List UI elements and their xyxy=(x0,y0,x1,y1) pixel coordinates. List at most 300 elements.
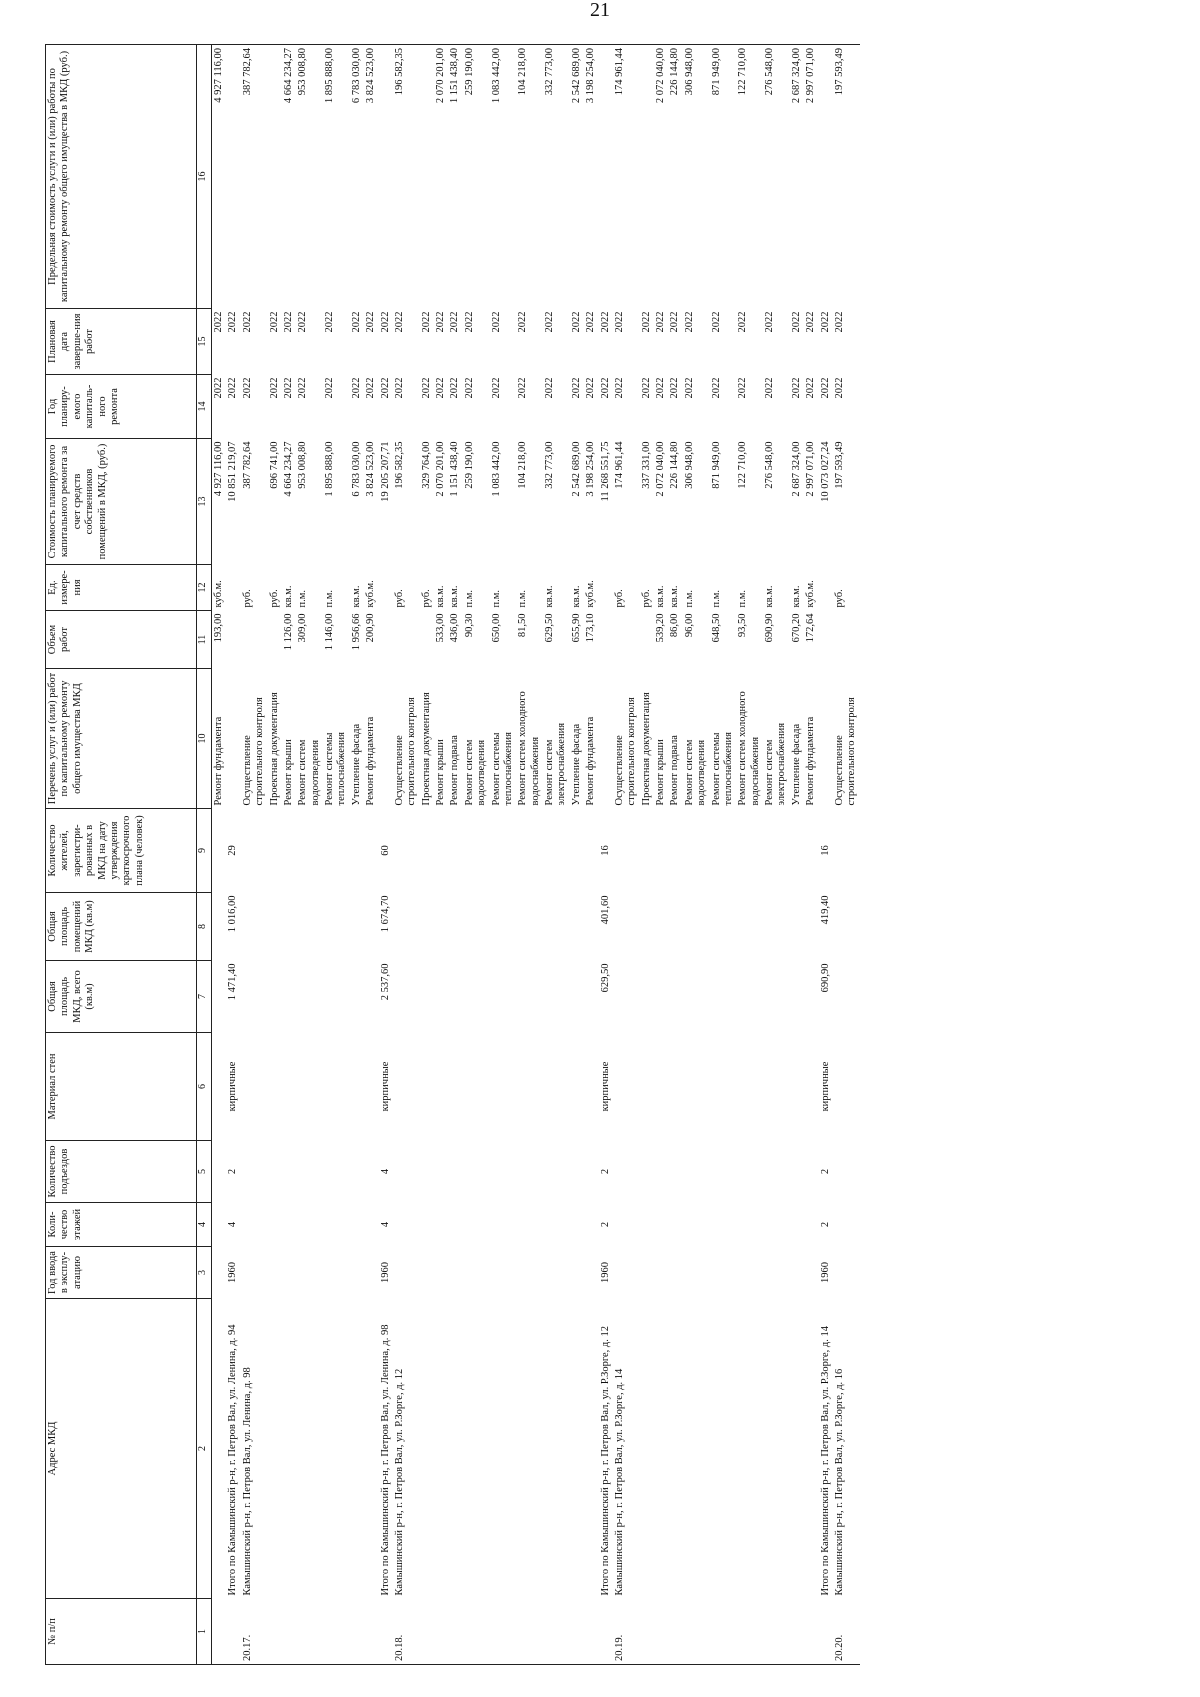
residents-cell xyxy=(668,809,682,893)
entrances-cell: 2 xyxy=(819,1168,831,1175)
max-cost-cell: 2 997 071,00 xyxy=(804,45,818,309)
premises-area-cell: 419,40 xyxy=(819,895,831,925)
work-volume-cell: 533,00 xyxy=(435,613,446,643)
year-built-cell xyxy=(654,1247,668,1299)
residents-cell xyxy=(296,809,323,893)
max-cost-cell: 306 948,00 xyxy=(683,45,710,309)
address-cell xyxy=(490,1299,517,1599)
unit-cell: руб. xyxy=(833,589,845,608)
total-area-cell xyxy=(463,961,490,1033)
completion-date-cell: 2022 xyxy=(365,311,377,333)
total-area-cell: 1 471,40 xyxy=(227,963,239,1001)
year-built-cell xyxy=(420,1247,434,1299)
completion-date-cell: 2022 xyxy=(449,311,461,333)
premises-area-cell xyxy=(763,893,790,961)
work-volume-cell: 81,50 xyxy=(517,613,529,638)
residents-cell xyxy=(790,809,804,893)
column-number-9: 9 xyxy=(197,809,212,893)
wall-material-cell xyxy=(570,1033,584,1141)
row-number-cell xyxy=(212,1599,227,1665)
premises-area-cell xyxy=(613,893,640,961)
table-row xyxy=(364,45,378,1665)
entrances-cell xyxy=(350,1141,364,1203)
wall-material-cell xyxy=(212,1033,227,1141)
total-area-cell xyxy=(543,961,570,1033)
row-number-cell xyxy=(584,1599,598,1665)
row-number-cell xyxy=(543,1599,570,1665)
column-header-1: № п/п xyxy=(46,1599,197,1665)
year-built-cell: 1960 xyxy=(379,1262,391,1283)
premises-area-cell xyxy=(296,893,323,961)
repair-year-cell: 2022 xyxy=(350,377,362,399)
completion-date-cell: 2022 xyxy=(640,311,652,333)
max-cost-cell: 174 961,44 xyxy=(613,45,640,309)
year-built-cell xyxy=(490,1247,517,1299)
max-cost-cell: 2 687 324,00 xyxy=(790,45,804,309)
unit-cell: п.м. xyxy=(683,589,695,608)
work-type-cell: Ремонт крыши xyxy=(282,739,294,806)
entrances-cell xyxy=(393,1141,420,1203)
floors-cell xyxy=(668,1203,682,1247)
work-volume-cell: 648,50 xyxy=(710,613,722,643)
total-area-cell xyxy=(570,961,584,1033)
row-number-cell xyxy=(226,1599,240,1665)
planned-cost-cell: 329 764,00 xyxy=(420,441,432,489)
completion-date-cell: 2022 xyxy=(490,311,502,333)
total-area-cell xyxy=(241,961,268,1033)
wall-material-cell xyxy=(350,1033,364,1141)
work-volume-cell: 670,20 xyxy=(790,613,802,643)
total-area-cell: 2 537,60 xyxy=(379,963,391,1001)
max-cost-cell xyxy=(268,45,282,309)
address-cell xyxy=(364,1299,378,1599)
year-built-cell xyxy=(763,1247,790,1299)
premises-area-cell xyxy=(420,893,434,961)
max-cost-cell: 6 783 030,00 xyxy=(350,45,364,309)
work-type-cell: Ремонт фундамента xyxy=(805,716,817,806)
total-area-cell: 690,90 xyxy=(819,963,831,993)
wall-material-cell xyxy=(516,1033,543,1141)
year-built-cell xyxy=(516,1247,543,1299)
floors-cell xyxy=(613,1203,640,1247)
capital-repair-table xyxy=(45,44,860,1665)
max-cost-cell: 276 548,00 xyxy=(763,45,790,309)
premises-area-cell xyxy=(668,893,682,961)
work-type-cell: Осуществление строительного контроля xyxy=(613,697,638,806)
unit-cell: куб.м. xyxy=(365,580,377,608)
premises-area-cell xyxy=(434,893,448,961)
row-number-cell xyxy=(350,1599,364,1665)
column-header-11: Объем работ xyxy=(46,611,197,669)
residents-cell xyxy=(710,809,737,893)
table-row xyxy=(613,45,640,1665)
max-cost-cell: 2 542 689,00 xyxy=(570,45,584,309)
residents-cell xyxy=(393,809,420,893)
planned-cost-cell: 226 144,80 xyxy=(669,441,681,489)
completion-date-cell: 2022 xyxy=(655,311,666,333)
work-volume-cell: 1 956,66 xyxy=(350,613,362,651)
unit-cell: куб.м. xyxy=(213,580,224,608)
planned-cost-cell: 871 949,00 xyxy=(710,441,722,489)
completion-date-cell: 2022 xyxy=(420,311,432,333)
floors-cell xyxy=(570,1203,584,1247)
table-row xyxy=(543,45,570,1665)
address-cell xyxy=(710,1299,737,1599)
premises-area-cell xyxy=(736,893,763,961)
entrances-cell: 2 xyxy=(227,1168,239,1175)
table-row xyxy=(763,45,790,1665)
max-cost-cell: 226 144,80 xyxy=(668,45,682,309)
work-type-cell xyxy=(226,669,240,809)
completion-date-cell: 2022 xyxy=(805,311,817,333)
max-cost-cell: 104 218,00 xyxy=(516,45,543,309)
table-row xyxy=(654,45,668,1665)
total-area-cell xyxy=(323,961,350,1033)
address-cell xyxy=(654,1299,668,1599)
year-built-cell xyxy=(613,1247,640,1299)
column-number-13: 13 xyxy=(197,439,212,565)
repair-year-cell: 2022 xyxy=(282,377,294,399)
max-cost-cell: 871 949,00 xyxy=(710,45,737,309)
row-number-cell xyxy=(463,1599,490,1665)
total-area-cell xyxy=(654,961,668,1033)
column-number-12: 12 xyxy=(197,565,212,611)
table-row xyxy=(804,45,818,1665)
column-header-7: Общая площадь МКД, всего (кв.м) xyxy=(46,961,197,1033)
residents-cell xyxy=(736,809,763,893)
table-row xyxy=(599,45,613,1665)
planned-cost-cell: 4 927 116,00 xyxy=(213,441,224,497)
total-area-cell xyxy=(516,961,543,1033)
total-area-cell xyxy=(350,961,364,1033)
year-built-cell xyxy=(584,1247,598,1299)
floors-cell xyxy=(268,1203,282,1247)
floors-cell xyxy=(654,1203,668,1247)
address-cell xyxy=(434,1299,448,1599)
row-number-cell xyxy=(683,1599,710,1665)
max-cost-cell: 1 895 888,00 xyxy=(323,45,350,309)
row-number-cell: 20.17. xyxy=(241,1599,268,1665)
entrances-cell xyxy=(516,1141,543,1203)
unit-cell: кв.м. xyxy=(655,585,666,608)
max-cost-cell xyxy=(379,45,393,309)
row-number-cell xyxy=(819,1599,833,1665)
year-built-cell: 1960 xyxy=(819,1262,831,1283)
work-type-cell: Ремонт систем водоотведения xyxy=(463,739,488,806)
work-type-cell: Ремонт системы теплоснабжения xyxy=(490,732,514,806)
planned-cost-cell: 3 824 523,00 xyxy=(365,441,377,497)
unit-cell: п.м. xyxy=(710,589,722,608)
total-area-cell: 629,50 xyxy=(599,963,611,993)
premises-area-cell xyxy=(584,893,598,961)
year-built-cell xyxy=(640,1247,654,1299)
floors-cell xyxy=(763,1203,790,1247)
residents-cell xyxy=(570,809,584,893)
work-volume-cell: 173,10 xyxy=(585,613,597,643)
entrances-cell xyxy=(683,1141,710,1203)
address-cell xyxy=(296,1299,323,1599)
address-cell xyxy=(668,1299,682,1599)
column-number-row xyxy=(197,45,212,1665)
year-built-cell xyxy=(393,1247,420,1299)
wall-material-cell xyxy=(323,1033,350,1141)
repair-year-cell: 2022 xyxy=(669,377,681,399)
total-area-cell xyxy=(584,961,598,1033)
row-number-cell xyxy=(804,1599,818,1665)
floors-cell xyxy=(736,1203,763,1247)
address-cell xyxy=(448,1299,462,1599)
entrances-cell xyxy=(448,1141,462,1203)
completion-date-cell: 2022 xyxy=(213,311,224,333)
floors-cell xyxy=(490,1203,517,1247)
total-area-cell xyxy=(790,961,804,1033)
table-row xyxy=(640,45,654,1665)
residents-cell: 16 xyxy=(599,845,611,856)
year-built-cell xyxy=(296,1247,323,1299)
unit-cell xyxy=(379,565,393,611)
max-cost-cell: 259 190,00 xyxy=(463,45,490,309)
wall-material-cell xyxy=(490,1033,517,1141)
wall-material-cell xyxy=(790,1033,804,1141)
completion-date-cell: 2022 xyxy=(268,311,280,333)
planned-cost-cell: 276 548,00 xyxy=(764,441,775,489)
planned-cost-cell: 1 895 888,00 xyxy=(324,441,335,497)
wall-material-cell xyxy=(654,1033,668,1141)
address-cell xyxy=(804,1299,818,1599)
residents-cell xyxy=(516,809,543,893)
year-built-cell xyxy=(570,1247,584,1299)
table-row xyxy=(296,45,323,1665)
wall-material-cell xyxy=(710,1033,737,1141)
work-volume-cell: 93,50 xyxy=(737,613,749,638)
column-number-10: 10 xyxy=(197,669,212,809)
floors-cell xyxy=(516,1203,543,1247)
max-cost-cell xyxy=(640,45,654,309)
year-built-cell xyxy=(833,1247,860,1299)
work-type-cell: Ремонт систем холодного водоснабжения xyxy=(737,691,761,806)
address-cell xyxy=(516,1299,543,1599)
max-cost-cell xyxy=(819,45,833,309)
premises-area-cell xyxy=(683,893,710,961)
address-cell xyxy=(420,1299,434,1599)
address-cell xyxy=(350,1299,364,1599)
planned-cost-cell: 19 205 207,71 xyxy=(379,441,391,502)
completion-date-cell: 2022 xyxy=(282,311,294,333)
total-area-cell xyxy=(710,961,737,1033)
table-row xyxy=(350,45,364,1665)
wall-material-cell: кирпичные xyxy=(599,1061,611,1112)
unit-cell: руб. xyxy=(393,589,405,608)
row-number-cell xyxy=(710,1599,737,1665)
address-cell xyxy=(282,1299,296,1599)
column-header-6: Материал стен xyxy=(46,1033,197,1141)
planned-cost-cell: 259 190,00 xyxy=(463,441,475,489)
repair-year-cell: 2022 xyxy=(683,377,695,399)
wall-material-cell xyxy=(282,1033,296,1141)
repair-year-cell: 2022 xyxy=(570,377,582,399)
total-area-cell xyxy=(282,961,296,1033)
unit-cell: куб.м. xyxy=(585,580,597,608)
floors-cell: 2 xyxy=(819,1221,831,1228)
total-area-cell xyxy=(833,961,860,1033)
planned-cost-cell: 2 687 324,00 xyxy=(790,441,802,497)
wall-material-cell xyxy=(640,1033,654,1141)
row-number-cell xyxy=(364,1599,378,1665)
work-volume-cell: 193,00 xyxy=(213,613,224,643)
address-cell xyxy=(570,1299,584,1599)
floors-cell xyxy=(241,1203,268,1247)
wall-material-cell: кирпичные xyxy=(819,1061,831,1112)
premises-area-cell xyxy=(268,893,282,961)
premises-area-cell xyxy=(350,893,364,961)
completion-date-cell: 2022 xyxy=(379,311,391,333)
residents-cell xyxy=(463,809,490,893)
entrances-cell xyxy=(570,1141,584,1203)
work-volume-cell xyxy=(613,611,640,669)
max-cost-cell: 387 782,64 xyxy=(241,45,268,309)
unit-cell: кв.м. xyxy=(449,585,461,608)
residents-cell xyxy=(613,809,640,893)
wall-material-cell xyxy=(763,1033,790,1141)
year-built-cell xyxy=(683,1247,710,1299)
work-volume-cell xyxy=(268,611,282,669)
floors-cell xyxy=(833,1203,860,1247)
floors-cell xyxy=(640,1203,654,1247)
repair-year-cell: 2022 xyxy=(463,377,475,399)
entrances-cell xyxy=(640,1141,654,1203)
wall-material-cell: кирпичные xyxy=(379,1061,391,1112)
premises-area-cell xyxy=(833,893,860,961)
max-cost-cell: 122 710,00 xyxy=(736,45,763,309)
address-cell xyxy=(640,1299,654,1599)
planned-cost-cell: 3 198 254,00 xyxy=(585,441,597,497)
planned-cost-cell: 2 542 689,00 xyxy=(570,441,582,497)
total-area-cell xyxy=(420,961,434,1033)
address-cell: Итого по Камышинский р-н, г. Петров Вал, ул. Ленина, д. 94 xyxy=(227,1324,239,1596)
total-area-cell xyxy=(268,961,282,1033)
row-number-cell xyxy=(516,1599,543,1665)
work-type-cell: Осуществление строительного контроля xyxy=(393,697,418,806)
floors-cell xyxy=(350,1203,364,1247)
entrances-cell xyxy=(710,1141,737,1203)
address-cell: Итого по Камышинский р-н, г. Петров Вал, ул. Р.Зорге, д. 14 xyxy=(819,1325,831,1596)
unit-cell: кв.м. xyxy=(669,585,681,608)
premises-area-cell xyxy=(790,893,804,961)
total-area-cell xyxy=(668,961,682,1033)
column-header-4: Коли-чество этажей xyxy=(46,1203,197,1247)
address-cell xyxy=(683,1299,710,1599)
max-cost-cell: 3 198 254,00 xyxy=(584,45,598,309)
entrances-cell xyxy=(736,1141,763,1203)
residents-cell xyxy=(323,809,350,893)
work-volume-cell xyxy=(420,611,434,669)
row-number-cell xyxy=(654,1599,668,1665)
premises-area-cell xyxy=(516,893,543,961)
residents-cell: 29 xyxy=(227,845,239,856)
floors-cell xyxy=(683,1203,710,1247)
floors-cell xyxy=(282,1203,296,1247)
completion-date-cell: 2022 xyxy=(393,311,405,333)
planned-cost-cell: 953 008,80 xyxy=(297,441,309,489)
completion-date-cell: 2022 xyxy=(833,311,845,333)
year-built-cell: 1960 xyxy=(599,1262,611,1283)
table-row xyxy=(790,45,804,1665)
row-number-cell xyxy=(379,1599,393,1665)
table-row xyxy=(448,45,462,1665)
year-built-cell xyxy=(463,1247,490,1299)
column-header-15: Плановая дата заверше-ния работ xyxy=(46,309,197,375)
column-number-8: 8 xyxy=(197,893,212,961)
max-cost-cell: 1 083 442,00 xyxy=(490,45,517,309)
planned-cost-cell: 6 783 030,00 xyxy=(350,441,362,497)
residents-cell xyxy=(448,809,462,893)
repair-year-cell: 2022 xyxy=(449,377,461,399)
entrances-cell xyxy=(668,1141,682,1203)
repair-year-cell: 2022 xyxy=(268,377,280,399)
unit-cell: п.м. xyxy=(324,589,335,608)
work-volume-cell: 172,64 xyxy=(805,613,817,643)
repair-year-cell: 2022 xyxy=(764,377,775,399)
floors-cell xyxy=(543,1203,570,1247)
total-area-cell xyxy=(212,961,227,1033)
residents-cell xyxy=(282,809,296,893)
completion-date-cell: 2022 xyxy=(297,311,309,333)
completion-date-cell: 2022 xyxy=(613,311,625,333)
premises-area-cell: 1 016,00 xyxy=(227,895,239,933)
column-number-14: 14 xyxy=(197,375,212,439)
work-type-cell: Ремонт систем водоотведения xyxy=(297,739,321,806)
row-number-cell: 20.18. xyxy=(393,1599,420,1665)
wall-material-cell xyxy=(804,1033,818,1141)
entrances-cell xyxy=(833,1141,860,1203)
work-volume-cell xyxy=(393,611,420,669)
wall-material-cell xyxy=(393,1033,420,1141)
total-area-cell xyxy=(613,961,640,1033)
residents-cell xyxy=(543,809,570,893)
repair-year-cell: 2022 xyxy=(599,377,611,399)
repair-year-cell: 2022 xyxy=(365,377,377,399)
total-area-cell xyxy=(490,961,517,1033)
residents-cell xyxy=(490,809,517,893)
entrances-cell xyxy=(212,1141,227,1203)
repair-year-cell: 2022 xyxy=(379,377,391,399)
completion-date-cell: 2022 xyxy=(683,311,695,333)
residents-cell xyxy=(584,809,598,893)
work-volume-cell: 200,90 xyxy=(365,613,377,643)
floors-cell: 4 xyxy=(379,1221,391,1228)
floors-cell xyxy=(323,1203,350,1247)
year-built-cell xyxy=(350,1247,364,1299)
work-volume-cell: 436,00 xyxy=(449,613,461,643)
column-header-14: Год планиру-емого капиталь-ного ремонта xyxy=(46,375,197,439)
premises-area-cell xyxy=(654,893,668,961)
row-number-cell xyxy=(323,1599,350,1665)
rotated-table-sheet xyxy=(45,45,1195,1665)
residents-cell xyxy=(683,809,710,893)
entrances-cell xyxy=(654,1141,668,1203)
repair-year-cell: 2022 xyxy=(297,377,309,399)
repair-year-cell: 2022 xyxy=(435,377,446,399)
work-type-cell: Утепление фасада xyxy=(570,723,582,806)
repair-year-cell: 2022 xyxy=(655,377,666,399)
premises-area-cell xyxy=(212,893,227,961)
floors-cell xyxy=(463,1203,490,1247)
residents-cell xyxy=(804,809,818,893)
repair-year-cell: 2022 xyxy=(585,377,597,399)
floors-cell xyxy=(710,1203,737,1247)
premises-area-cell xyxy=(448,893,462,961)
max-cost-cell: 332 773,00 xyxy=(543,45,570,309)
